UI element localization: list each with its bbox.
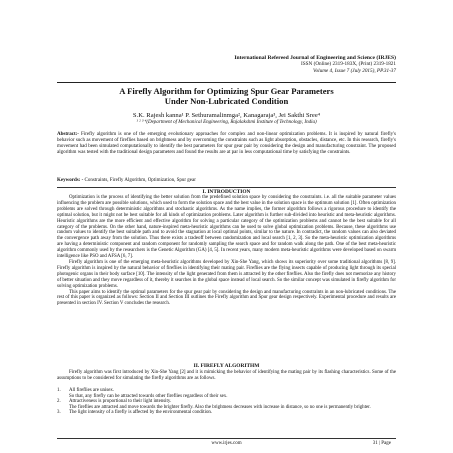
- paragraph: This paper aims to identify the optimal parameters for the spur gear pair by considering the design and manufacturing constraints in an non-lubricated conditions. The rest of this paper is organized as follows: Section II and Section III outlines the Firefly algorithm and Spur gear design respectively. Experimental procedure and results are presented in section IV. Section V concludes the research.: [57, 289, 396, 307]
- paper-title: [70, 86, 383, 106]
- assumption-list: [57, 388, 396, 416]
- keywords-label: Keywords: -: [57, 178, 84, 183]
- journal-volume: Volume 4, Issue 7 (July 2015), PP.31-37: [312, 67, 396, 74]
- paragraph: Firefly algorithm is one of the emerging meta-heuristic algorithms developed by Xin-She Yang, which shows its superiority over some traditional algorithms [8, 9]. Firefly algorithm is inspired by the natural behavior of fireflies in identifying their mating pair. Fireflies are the flying insects capable of producing light through its special photogenic organs in their body surface [10]. The intensity of the light generated from them is attracted by the other fireflies. Also the firefly does not memorize any history of better situation and they move regardless of it, thereby it searches in the global space instead of local search. So the similar concept was simulated in firefly algorithm for solving optimization problems.: [57, 259, 396, 289]
- abstract-divider: [57, 187, 396, 188]
- list-text: All fireflies are unisex.: [69, 388, 115, 393]
- abstract-label: Abstract:-: [57, 132, 79, 137]
- journal-name: International Refereed Journal of Engineering and Science (IRJES): [234, 55, 396, 61]
- paragraph: Optimization is the process of identifying the better solution from the predefined solution space by considering the constraints. i.e. all the suitable parameter values influencing the problem are possible solutions, which used to form the solution space and the best value in the solution space is the optimum solution [1]. Often optimization problems are solved through deterministic algorithms and stochastic algorithms. As the name implies, the former algorithm follows a rigorous procedure to identify the optimal solution, but it might not be best suitable for all kinds of optimization problems. Later algorithm is further sub-divided into heuristic and meta-heuristic algorithms. Heuristic algorithms are the more efficient and effective algorithm for solving a particular category of the optimization problems and cannot be the best suitable for all category of the problems. On the other hand, nature-inspired meta-heuristic algorithms can be used to solve global optimization problems. Because, these algorithms use random values to identify the best suitable path and to avoid the stagnation at local optimal points, similar to the nature. In contradict, the random values can also deviated the convergence path away from the solution. Thus there exists a tradeoff between randomization and local search [1, 2, 3]. So the meta-heuristic optimization algorithms are having a deterministic component and random component for randomly sampling the search space and for random walk along the path. One of the best meta-heuristic algorithm commonly used by the researchers is the Genetic Algorithm (GA) [4, 5]. In recent years, many modern meta-heuristic algorithms were developed based on swarm intelligence like PSO and AFSA [6, 7].: [57, 195, 396, 260]
- list-item: [57, 388, 396, 399]
- list-number: 3.: [57, 410, 61, 416]
- abstract-text: Firefly algorithm is one of the emerging evolutionary approaches for complex and non-linear optimization problems. It is inspired by natural firefly's behavior such as movement of fireflies based on brightness and by overcoming the constraints such as light absorption, obstacles, distance, etc. In this research, firefly's movement had been simulated computationally to identify the best parameters for spur gear pair by considering the design and manufacturing constraint. The proposed algorithm was tested with the traditional design parameters and found the results are at par in less computational time by satisfying the constraints.: [57, 132, 396, 155]
- keywords-text: Constraints, Firefly Algorithm, Optimization, Spur gear: [83, 178, 196, 183]
- list-subtext: The fireflies are attracted and move towards the brighter firefly. Also the brightness decreases with increase in distance, so no one is permanently brighter.: [69, 404, 371, 410]
- journal-issn: ISSN (Online) 2319-183X, (Print) 2319-1821: [301, 61, 396, 68]
- list-item: [57, 410, 396, 416]
- journal-header: [234, 55, 396, 74]
- list-number: 2.: [57, 399, 61, 405]
- author-affiliation: ¹ ² ³ ⁴(Department of Mechanical Engineering, Rajalakshmi Institute of Technology, India): [136, 120, 317, 125]
- section-heading-firefly: II. FIREFLY ALGORITHM: [193, 363, 260, 369]
- introduction-body: [57, 195, 396, 307]
- title-line-1: A Firefly Algorithm for Optimizing Spur Gear Parameters: [119, 86, 334, 96]
- abstract: [57, 132, 396, 156]
- list-number: 1.: [57, 388, 61, 393]
- author-list: S.K. Rajesh kanna¹ P. Sethuramalinmga², Kanagaraja³, Jei Sakthi Sree⁴: [132, 112, 321, 119]
- footer-divider: [57, 438, 396, 439]
- list-item: [57, 399, 396, 410]
- footer-url: www.irjes.com: [211, 441, 242, 446]
- list-text: Attractiveness is proportional to their light intensity.: [69, 399, 172, 405]
- list-subtext: So that, any firefly can be attracted towards other fireflies regardless of their sex.: [69, 393, 228, 399]
- page-number: 31 | Page: [372, 441, 391, 446]
- header-divider: [57, 82, 396, 83]
- paragraph: Firefly algorithm was first introduced by Xin-She Yang [2] and it is mimicking the behavior of identifying the mating pair by its flashing characteristics. Some of the assumptions to be considered for simulating the firefly algorithms are as follows.: [57, 370, 396, 381]
- keywords: [57, 178, 396, 184]
- title-line-2: Under Non-Lubricated Condition: [164, 96, 289, 106]
- section-heading-introduction: I. INTRODUCTION: [202, 189, 251, 195]
- list-text: The light intensity of a firefly is affected by the environmental condition.: [69, 410, 213, 416]
- firefly-body: [57, 370, 396, 382]
